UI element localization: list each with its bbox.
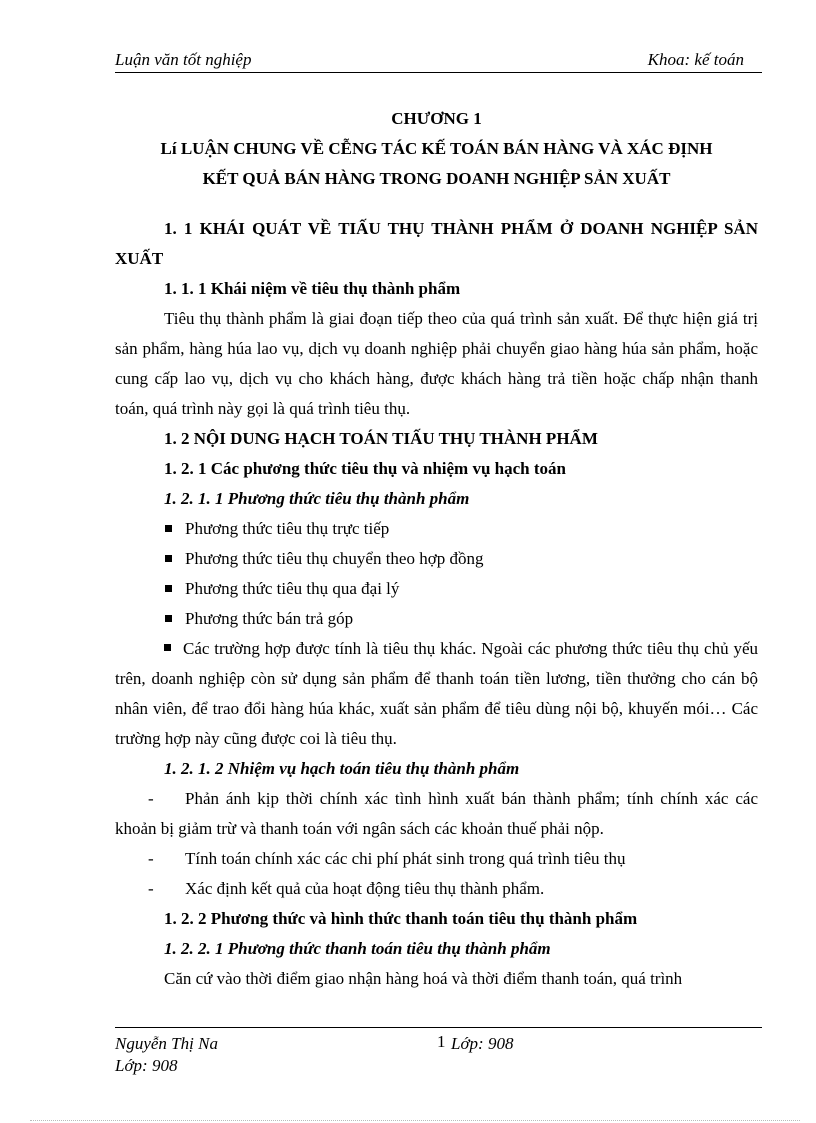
section-heading-1-1: 1. 1 KHÁI QUÁT VỀ TIẤU THỤ THÀNH PHẨM Ở DOANH NGHIỆP SẢN XUẤT	[115, 219, 758, 268]
page-number: 1	[437, 1032, 446, 1051]
bullet-paragraph	[115, 634, 758, 754]
bullet-item	[115, 514, 758, 544]
footer-class-left: Lớp: 908	[115, 1056, 178, 1075]
bullet-text: Phương thức tiêu thụ qua đại lý	[185, 579, 400, 598]
dash-text: Tính toán chính xác các chi phí phát sinh trong quá trình tiêu thụ	[185, 849, 626, 868]
square-bullet-icon	[165, 555, 172, 562]
dash-item	[115, 844, 758, 874]
subsubsection-heading-1-2-1-1: 1. 2. 1. 1 Phương thức tiêu thụ thành phẩm	[164, 489, 470, 508]
header-faculty-label: Khoa: kế toán	[647, 50, 744, 69]
dash-marker: -	[148, 789, 154, 808]
page-content	[115, 104, 758, 994]
dash-item	[115, 784, 758, 844]
square-bullet-icon	[164, 644, 171, 651]
footer-class-mid: Lớp: 908	[451, 1034, 514, 1053]
page-header	[115, 48, 762, 73]
subsection-heading-1-1-1: 1. 1. 1 Khái niệm về tiêu thụ thành phẩm	[164, 279, 461, 298]
subsubsection-heading-1-2-1-2: 1. 2. 1. 2 Nhiệm vụ hạch toán tiêu thụ thành phẩm	[164, 759, 520, 778]
dash-marker: -	[148, 849, 154, 868]
bullet-item	[115, 544, 758, 574]
chapter-number: CHƯƠNG 1	[391, 109, 482, 128]
bullet-item	[115, 574, 758, 604]
page-footer	[115, 1027, 762, 1088]
square-bullet-icon	[165, 585, 172, 592]
header-thesis-label: Luận văn tốt nghiệp	[115, 50, 252, 69]
subsection-heading-1-2-2: 1. 2. 2 Phương thức và hình thức thanh toán tiêu thụ thành phẩm	[164, 909, 638, 928]
bullet-text: Phương thức tiêu thụ trực tiếp	[185, 519, 390, 538]
bullet-paragraph-text: Các trường hợp được tính là tiêu thụ khác. Ngoài các phương thức tiêu thụ chủ yếu trên, doanh nghiệp còn sử dụng sản phẩm để thanh toán tiền lương, tiền thưởng cho cán bộ nhân viên, để trao đổi hàng húa khác, xuất sản phẩm để tiêu dùng nội bộ, khuyến mói… Các trường hợp này cũng được coi là tiêu thụ.	[115, 639, 758, 748]
paragraph-payment: Căn cứ vào thời điểm giao nhận hàng hoá và thời điểm thanh toán, quá trình	[164, 969, 683, 988]
section-heading-1-2: 1. 2 NỘI DUNG HẠCH TOÁN TIẤU THỤ THÀNH PHẨM	[164, 429, 598, 448]
square-bullet-icon	[165, 615, 172, 622]
square-bullet-icon	[165, 525, 172, 532]
subsection-heading-1-2-1: 1. 2. 1 Các phương thức tiêu thụ và nhiệm vụ hạch toán	[164, 459, 566, 478]
page-bottom-divider	[30, 1120, 800, 1121]
bullet-item	[115, 604, 758, 634]
footer-author: Nguyễn Thị Na	[115, 1034, 218, 1053]
bullet-text: Phương thức bán trả góp	[185, 609, 354, 628]
bullet-text: Phương thức tiêu thụ chuyển theo hợp đồng	[185, 549, 484, 568]
dash-item	[115, 874, 758, 904]
dash-marker: -	[148, 879, 154, 898]
subsubsection-heading-1-2-2-1: 1. 2. 2. 1 Phương thức thanh toán tiêu thụ thành phẩm	[164, 939, 551, 958]
dash-text: Phản ánh kịp thời chính xác tình hình xuất bán thành phẩm; tính chính xác các khoản bị giảm trừ và thanh toán với ngân sách các khoản thuế phải nộp.	[115, 789, 758, 838]
paragraph-definition: Tiêu thụ thành phẩm là giai đoạn tiếp theo của quá trình sản xuất. Để thực hiện giá trị sản phẩm, hàng húa lao vụ, dịch vụ doanh nghiệp phải chuyển giao hàng húa sản phẩm, hoặc cung cấp lao vụ, dịch vụ cho khách hàng, được khách hàng trả tiền hoặc chấp nhận thanh toán, quá trình này gọi là quá trình tiêu thụ.	[115, 309, 758, 418]
dash-text: Xác định kết quả của hoạt động tiêu thụ thành phẩm.	[185, 879, 545, 898]
chapter-title-line-1: Lí LUẬN CHUNG VỀ CỄNG TÁC KẾ TOÁN BÁN HÀNG VÀ XÁC ĐỊNH	[160, 139, 713, 158]
chapter-title-line-2: KẾT QUẢ BÁN HÀNG TRONG DOANH NGHIỆP SẢN XUẤT	[202, 169, 671, 188]
